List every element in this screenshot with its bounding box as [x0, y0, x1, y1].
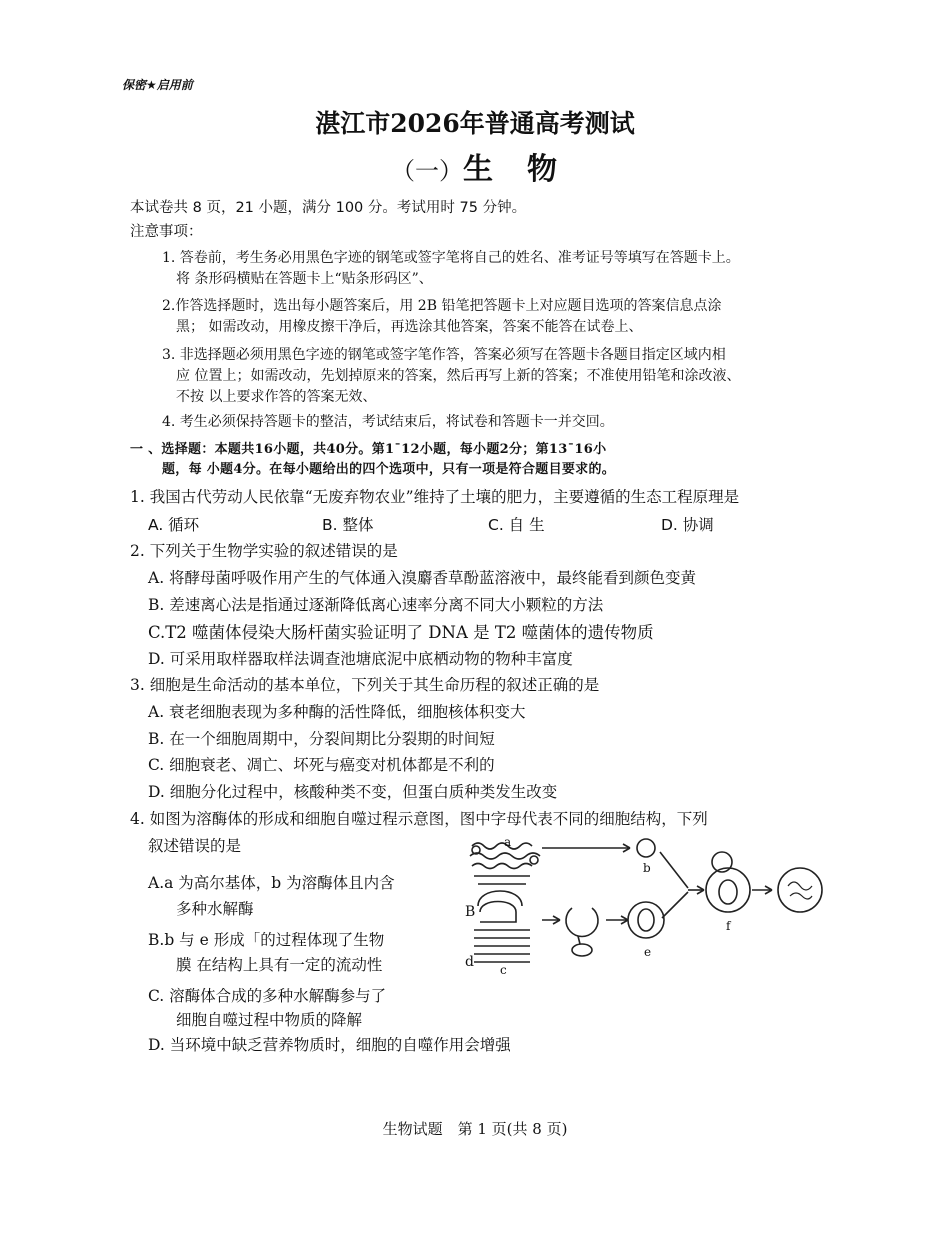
autophagosome-e	[628, 902, 664, 938]
figure-label-d: d	[465, 954, 474, 970]
lysosome-b	[637, 839, 655, 857]
label-c: c	[500, 963, 507, 977]
label-f: f	[726, 919, 731, 933]
q1-option-a: A. 循环	[148, 516, 200, 534]
subtitle-prefix: （一）	[391, 157, 463, 185]
q3-option-c: C. 细胞衰老、凋亡、坏死与癌变对机体都是不利的	[148, 756, 495, 774]
note-2-line2: 黑； 如需改动，用橡皮擦干净后，再选涂其他答案，答案不能答在试卷上、	[176, 319, 643, 335]
q2-option-d: D. 可采用取样器取样法调查池塘底泥中底栖动物的物种丰富度	[148, 650, 573, 668]
label-e: e	[644, 945, 652, 959]
golgi-a-shape	[470, 843, 540, 884]
question-1-stem: 1. 我国古代劳动人民依靠“无废弃物农业”维持了土壤的肥力，主要遵循的生态工程原理是	[130, 488, 740, 506]
question-3-stem: 3. 细胞是生命活动的基本单位，下列关于其生命历程的叙述正确的是	[130, 676, 600, 694]
note-4-line1: 4. 考生必须保持答题卡的整洁，考试结束后，将试卷和答题卡一并交回。	[162, 414, 614, 430]
q2-option-c: C.T2 噬菌体侵染大肠杆菌实验证明了 DNA 是 T2 噬菌体的遗传物质	[148, 623, 654, 642]
phagophore-d	[566, 908, 598, 936]
arrow-e-to-f	[662, 892, 688, 918]
note-2-line1: 2.作答选择题时，选出每小题答案后，用 2B 铅笔把答题卡上对应题目选项的答案信息点涂	[162, 298, 722, 314]
q4-option-b-line1: B.b 与 e 形成「的过程体现了生物	[148, 931, 385, 949]
autophagy-diagram	[460, 832, 840, 977]
label-a: a	[504, 835, 512, 849]
degraded-vesicle	[778, 868, 822, 912]
q2-option-a: A. 将酵母菌呼吸作用产生的气体通入溴麝香草酚蓝溶液中，最终能看到颜色变黄	[148, 569, 697, 587]
q1-option-b: B. 整体	[322, 516, 374, 534]
notes-heading: 注意事项：	[130, 224, 203, 240]
q4-option-b-line2: 膜 在结构上具有一定的流动性	[176, 956, 383, 974]
note-3-line3: 不按 以上要求作答的答案无效、	[176, 389, 377, 405]
question-2-stem: 2. 下列关于生物学实验的叙述错误的是	[130, 542, 398, 560]
subject-title: 生 物	[463, 152, 559, 187]
q3-option-b: B. 在一个细胞周期中，分裂间期比分裂期的时间短	[148, 730, 495, 748]
note-3-line1: 3. 非选择题必须用黑色字迹的钢笔或签字笔作答，答案必须写在答题卡各题目指定区域内相	[162, 347, 726, 363]
arrow-b-to-f	[660, 852, 688, 888]
q4-option-d-line1: D. 当环境中缺乏营养物质时，细胞的自噬作用会增强	[148, 1036, 511, 1054]
figure-label-B: B	[465, 904, 476, 920]
q4-option-a-line2: 多种水解酶	[176, 900, 254, 918]
exam-intro: 本试卷共 8 页，21 小题，满分 100 分。考试用时 75 分钟。	[130, 200, 527, 216]
q4-option-c-line2: 细胞自噬过程中物质的降解	[176, 1011, 363, 1029]
q4-option-a-line1: A.a 为高尔基体，b 为溶酶体且内含	[148, 874, 395, 892]
q4-option-c-line1: C. 溶酶体合成的多种水解酶参与了	[148, 987, 387, 1005]
q3-option-a: A. 衰老细胞表现为多种酶的活性降低，细胞核体积变大	[148, 703, 526, 721]
question-4-stem-cont: 叙述错误的是	[148, 837, 242, 855]
section-1-heading-line1: 一 、选择题：本题共16小题，共40分。第1¯12小题，每小题2分；第13¯16小	[130, 442, 607, 457]
subject-line	[0, 144, 950, 188]
section-1-heading-line2: 题，每 小题4分。在每小题给出的四个选项中，只有一项是符合题目要求的。	[162, 462, 616, 477]
note-1-line2: 将 条形码横贴在答题卡上“贴条形码区”、	[176, 271, 433, 287]
autolysosome-f	[706, 868, 750, 912]
note-1-line1: 1. 答卷前，考生务必用黑色字迹的钢笔或签字笔将自己的姓名、准考证号等填写在答题卡上。	[162, 250, 740, 266]
label-b: b	[643, 861, 651, 875]
note-3-line2: 应 位置上；如需改动，先划掉原来的答案，然后再写上新的答案；不准使用铅笔和涂改液、	[176, 368, 741, 384]
q3-option-d: D. 细胞分化过程中，核酸种类不变，但蛋白质种类发生改变	[148, 783, 558, 801]
question-4-stem: 4. 如图为溶酶体的形成和细胞自噬过程示意图，图中字母代表不同的细胞结构，下列	[130, 810, 708, 828]
exam-title: 湛江市2026年普通高考测试	[315, 109, 635, 138]
q1-option-c: C. 自 生	[488, 516, 545, 534]
confidential-mark: 保密★启用前	[122, 78, 193, 92]
page-footer: 生物试题 第 1 页(共 8 页)	[382, 1120, 568, 1138]
q2-option-b: B. 差速离心法是指通过逐渐降低离心速率分离不同大小颗粒的方法	[148, 596, 604, 614]
er-c-shape	[474, 891, 530, 962]
q1-option-d: D. 协调	[661, 516, 714, 534]
